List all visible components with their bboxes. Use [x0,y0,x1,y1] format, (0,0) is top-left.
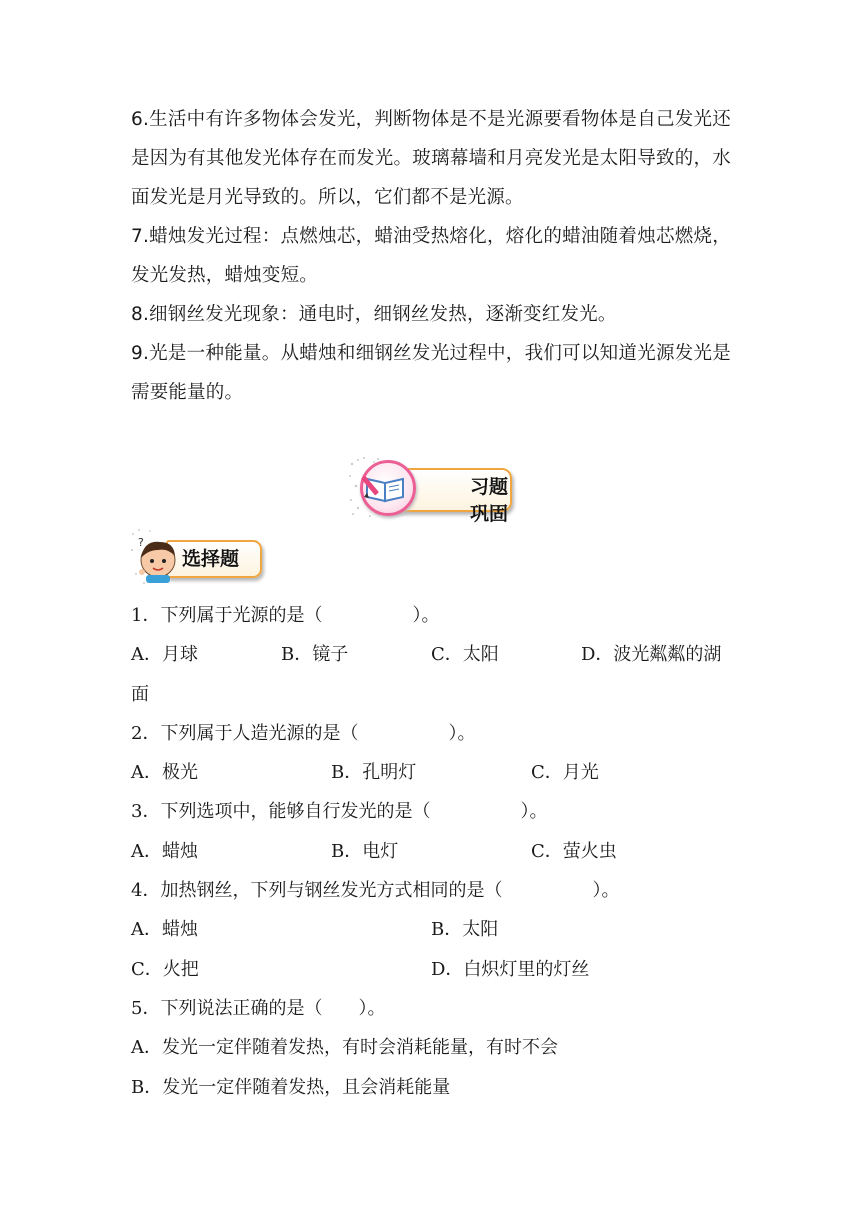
q5-option-a: A．发光一定伴随着发热，有时会消耗能量，有时不会 [131,1037,558,1059]
q1-option-d-cont: 面 [131,683,149,705]
q3-option-a: A．蜡烛 [131,840,198,862]
note-8: 8.细钢丝发光现象：通电时，细钢丝发热，逐渐变红发光。 [131,304,617,325]
section-title: 习题巩固 [470,476,509,525]
sub-banner-multiple-choice [130,528,270,586]
question-2-stem [131,714,731,753]
question-5-option-b-row [131,1068,731,1107]
question-1-options [131,635,731,674]
q3-option-b: B．电灯 [331,840,399,862]
knowledge-notes [131,100,731,412]
q1-option-d: D．波光粼粼的湖 [581,644,722,666]
question-3-stem [131,792,731,831]
question-4-stem [131,871,731,910]
q2-option-a: A．极光 [131,762,198,784]
question-2-options [131,753,731,792]
question-4-options-row2 [131,950,731,989]
q1-option-a: A．月球 [131,644,198,666]
q1-option-c: C．太阳 [431,644,499,666]
question-list [131,596,731,1107]
question-5-text: 5．下列说法正确的是（ ）。 [131,997,386,1019]
question-4-options-row1 [131,910,731,949]
note-9: 9.光是一种能量。从蜡烛和细钢丝发光过程中，我们可以知道光源发光是需要能量的。 [131,343,731,403]
thinking-kid-icon [134,534,184,584]
open-book-pencil-icon [361,467,409,507]
q4-option-b: B．太阳 [431,919,499,941]
question-1-stem [131,596,731,635]
q4-option-a: A．蜡烛 [131,919,198,941]
q4-option-d: D．白炽灯里的灯丝 [431,958,590,980]
q3-option-c: C．萤火虫 [531,840,617,862]
sub-banner-title: 选择题 [182,548,240,570]
question-2-text: 2．下列属于人造光源的是（ ）。 [131,722,476,744]
question-1-options-cont [131,675,731,714]
q4-option-c: C．火把 [131,958,199,980]
section-banner-exercises [348,456,518,525]
note-7: 7.蜡烛发光过程：点燃烛芯，蜡油受热熔化，熔化的蜡油随着烛芯燃烧，发光发热，蜡烛变短。 [131,226,731,286]
question-1-text: 1．下列属于光源的是（ ）。 [131,605,440,626]
q2-option-b: B．孔明灯 [331,762,417,784]
question-5-option-a-row [131,1028,731,1067]
q2-option-c: C．月光 [531,762,599,784]
question-3-options [131,832,731,871]
q5-option-b: B．发光一定伴随着发热，且会消耗能量 [131,1076,451,1098]
question-4-text: 4．加热钢丝，下列与钢丝发光方式相同的是（ ）。 [131,880,620,902]
note-6: 6.生活中有许多物体会发光，判断物体是不是光源要看物体是自己发光还是因为有其他发光体存在而发光。玻璃幕墙和月亮发光是太阳导致的，水面发光是月光导致的。所以，它们都不是光源。 [131,109,731,208]
question-5-stem [131,989,731,1028]
svg-text:?: ? [138,536,144,549]
q1-option-b: B．镜子 [281,644,349,666]
question-3-text: 3．下列选项中，能够自行发光的是（ ）。 [131,801,548,823]
